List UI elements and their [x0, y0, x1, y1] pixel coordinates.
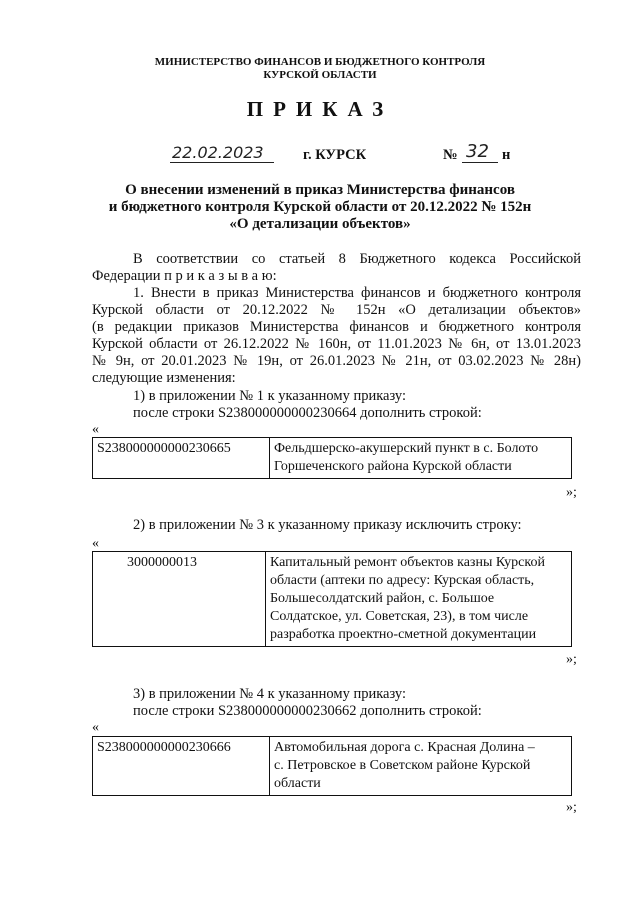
table3-desc-line3: области: [274, 776, 321, 791]
subitem2-line1: 2) в приложении № 3 к указанному приказу исключить строку:: [133, 517, 522, 533]
table-row: [93, 552, 572, 647]
close-quote-2: »;: [566, 652, 577, 667]
table3-code: S238000000000230666: [97, 740, 231, 755]
table3-desc-cell: [270, 737, 572, 796]
order-title-line3: «О детализации объектов»: [229, 216, 411, 232]
ministry-name-line2: КУРСКОЙ ОБЛАСТИ: [263, 69, 377, 81]
date-underline: [170, 162, 274, 163]
preamble-line2: Федерации п р и к а з ы в а ю:: [92, 268, 277, 284]
table-appendix1: [92, 437, 572, 479]
item1-line5: № 9н, от 20.01.2023 № 19н, от 26.01.2023 № 21н, от 03.02.2023 № 28н): [92, 353, 581, 369]
item1-line4: Курской области от 26.12.2022 № 160н, от 11.01.2023 № 6н, от 13.01.2023: [92, 336, 581, 352]
close-quote-1: »;: [566, 485, 577, 500]
table2-desc-line4: Солдатское, ул. Советская, 23), в том числе: [270, 609, 529, 624]
open-quote-2: «: [92, 536, 99, 551]
table-row: [93, 737, 572, 796]
subitem3-line2: после строки S238000000000230662 дополнить строкой:: [133, 703, 482, 719]
handwritten-date: 22.02.2023: [172, 143, 264, 162]
close-quote-3: »;: [566, 800, 577, 815]
item1-line3: (в редакции приказов Министерства финансов и бюджетного контроля: [92, 319, 581, 335]
table2-desc-line3: Большесолдатский район, с. Большое: [270, 591, 495, 606]
table1-desc-line2: Горшеченского района Курской области: [274, 459, 512, 474]
city-label: г. КУРСК: [303, 147, 367, 163]
order-title-line1: О внесении изменений в приказ Министерства финансов: [125, 182, 515, 198]
number-underline: [462, 162, 498, 163]
handwritten-number: 32: [466, 141, 489, 162]
ministry-name-line1: МИНИСТЕРСТВО ФИНАНСОВ И БЮДЖЕТНОГО КОНТРОЛЯ: [154, 56, 486, 68]
item1-line2: Курской области от 20.12.2022 № 152н «О детализации объектов»: [92, 302, 581, 318]
subitem3-line1: 3) в приложении № 4 к указанному приказу:: [133, 686, 407, 702]
table2-desc-line5: разработка проектно-сметной документации: [270, 627, 537, 642]
table3-desc-line2: с. Петровское в Советском районе Курской: [274, 758, 531, 773]
table-appendix3: [92, 551, 572, 647]
table2-desc-cell: [266, 552, 572, 647]
table2-desc-line2: области (аптеки по адресу: Курская область,: [270, 573, 535, 588]
item1-line1: 1. Внести в приказ Министерства финансов и бюджетного контроля: [133, 285, 581, 301]
table2-desc-line1: Капитальный ремонт объектов казны Курской: [270, 555, 545, 570]
table-appendix4: [92, 736, 572, 796]
number-suffix: н: [502, 147, 511, 163]
table3-desc-line1: Автомобильная дорога с. Красная Долина –: [274, 740, 535, 755]
table1-desc-line1: Фельдшерско-акушерский пункт в с. Болото: [274, 441, 539, 456]
preamble-line1: В соответствии со статьей 8 Бюджетного кодекса Российской: [133, 251, 581, 267]
table2-code-cell: [93, 552, 266, 647]
order-title-line2: и бюджетного контроля Курской области от 20.12.2022 № 152н: [108, 199, 532, 215]
subitem1-line1: 1) в приложении № 1 к указанному приказу:: [133, 388, 407, 404]
open-quote-3: «: [92, 720, 99, 735]
table1-code-cell: [93, 438, 270, 479]
table3-code-cell: [93, 737, 270, 796]
table1-code: S238000000000230665: [97, 441, 231, 456]
document-type-heading: ПРИКАЗ: [246, 97, 394, 121]
number-prefix: №: [443, 147, 458, 163]
table2-code: 3000000013: [127, 555, 197, 570]
subitem1-line2: после строки S238000000000230664 дополнить строкой:: [133, 405, 482, 421]
open-quote-1: «: [92, 422, 99, 437]
table1-desc-cell: [270, 438, 572, 479]
item1-line6: следующие изменения:: [92, 370, 236, 386]
table-row: [93, 438, 572, 479]
